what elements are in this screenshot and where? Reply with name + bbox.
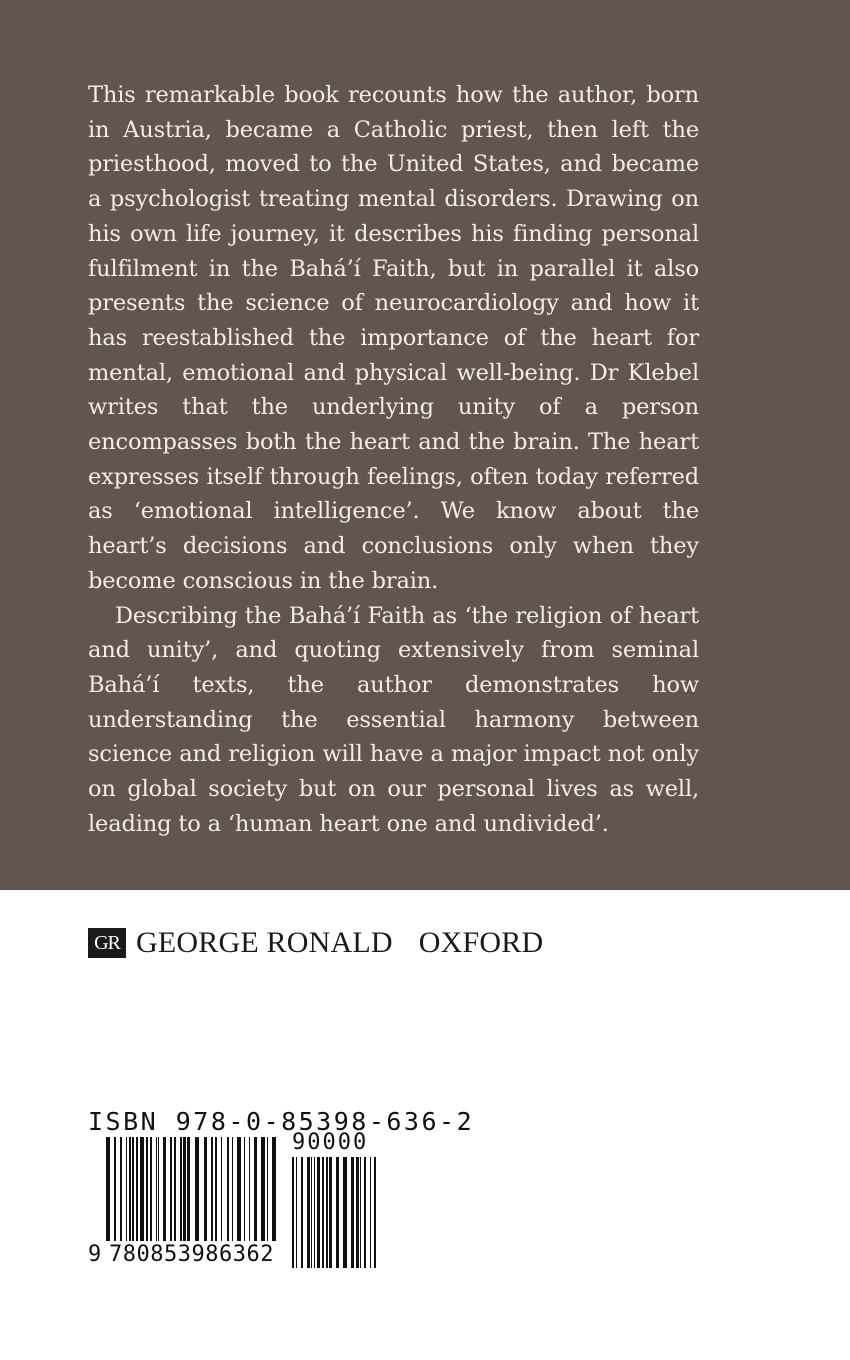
barcode-bar — [267, 1137, 268, 1241]
publisher-city: OXFORD — [418, 926, 544, 959]
barcode-bar — [360, 1157, 361, 1268]
barcode-bar — [343, 1157, 347, 1268]
barcode-bar — [170, 1137, 172, 1241]
barcode-bar — [370, 1157, 371, 1268]
barcode-bar — [364, 1157, 366, 1268]
ean-digits: 780853986362 — [109, 1242, 274, 1267]
barcode-bar — [150, 1137, 152, 1241]
barcode-bar — [146, 1137, 148, 1241]
barcode-bar — [296, 1157, 297, 1268]
publisher-logo: GR — [88, 928, 126, 958]
barcode-bar — [244, 1137, 245, 1241]
barcode-bar — [129, 1137, 131, 1241]
barcode-bar — [317, 1157, 320, 1268]
barcode-bar — [132, 1137, 134, 1241]
barcode-bar — [156, 1137, 157, 1241]
barcode-bar — [374, 1157, 376, 1268]
barcode-bar — [106, 1137, 110, 1241]
price-code: 90000 — [292, 1130, 369, 1155]
barcode-bar — [126, 1137, 127, 1241]
barcode-bar — [140, 1137, 144, 1241]
barcode-bar — [351, 1157, 354, 1268]
barcode-bar — [120, 1137, 122, 1241]
barcode-bar — [311, 1157, 312, 1268]
barcode-bar — [215, 1137, 217, 1241]
barcode-bar — [211, 1137, 213, 1241]
barcode-bar — [180, 1137, 182, 1241]
barcode-bar — [227, 1137, 229, 1241]
isbn-label: ISBN 978-0-85398-636-2 — [88, 1107, 475, 1136]
barcode-bar — [174, 1137, 176, 1241]
ean-barcode-bars — [106, 1137, 276, 1241]
barcode-bar — [254, 1137, 257, 1241]
barcode-bar — [237, 1137, 241, 1241]
barcode-bar — [114, 1137, 116, 1241]
barcode-bar — [307, 1157, 310, 1268]
barcode-bar — [183, 1137, 186, 1241]
barcode-bar — [163, 1137, 166, 1241]
barcode-bar — [314, 1157, 315, 1268]
barcode-bar — [221, 1137, 222, 1241]
addon-barcode-bars — [292, 1157, 376, 1268]
ean-first-digit: 9 — [88, 1242, 102, 1267]
barcode-bar — [261, 1137, 265, 1241]
barcode-bar — [232, 1137, 233, 1241]
barcode-bar — [195, 1137, 199, 1241]
barcode-bar — [136, 1137, 138, 1241]
publisher-name: GEORGE RONALD — [136, 926, 393, 959]
barcode-bar — [272, 1137, 276, 1241]
barcode-bar — [158, 1137, 159, 1241]
barcode-bar — [336, 1157, 339, 1268]
barcode-bar — [292, 1157, 294, 1268]
barcode-bar — [249, 1137, 250, 1241]
blurb-paragraph-2: Describing the Bahá’í Faith as ‘the religion of heart and unity’, and quoting extensively from seminal Bahá’í texts, the author demonstrates how understanding the essential harmony between science and religion will have a major impact not only on global society but on our personal lives as well, leading to a ‘human heart one and undivided’. — [88, 602, 699, 837]
barcode-bar — [204, 1137, 207, 1241]
blurb-paragraph-1: This remarkable book recounts how the author, born in Austria, became a Catholic priest, then left the priesthood, moved to the United States, and became a psychologist treating mental disorders. Drawing on his own life journey, it describes his finding personal fulfilment in the Bahá’í Faith, but in parallel it also presents the science of neurocardiology and how it has reestablished the importance of the heart for mental, emotional and physical well-being. Dr Klebel writes that the underlying unity of a person encompasses both the heart and the brain. The heart expresses itself through feelings, often today referred as ‘emotional intelligence’. We know about the heart’s decisions and conclusions only when they become conscious in the brain. — [88, 82, 699, 594]
barcode-bar — [322, 1157, 324, 1268]
barcode-bar — [187, 1137, 190, 1241]
barcode-bar — [326, 1157, 328, 1268]
barcode-bar — [301, 1157, 303, 1268]
barcode-bar — [329, 1157, 332, 1268]
barcode-bar — [356, 1157, 359, 1268]
